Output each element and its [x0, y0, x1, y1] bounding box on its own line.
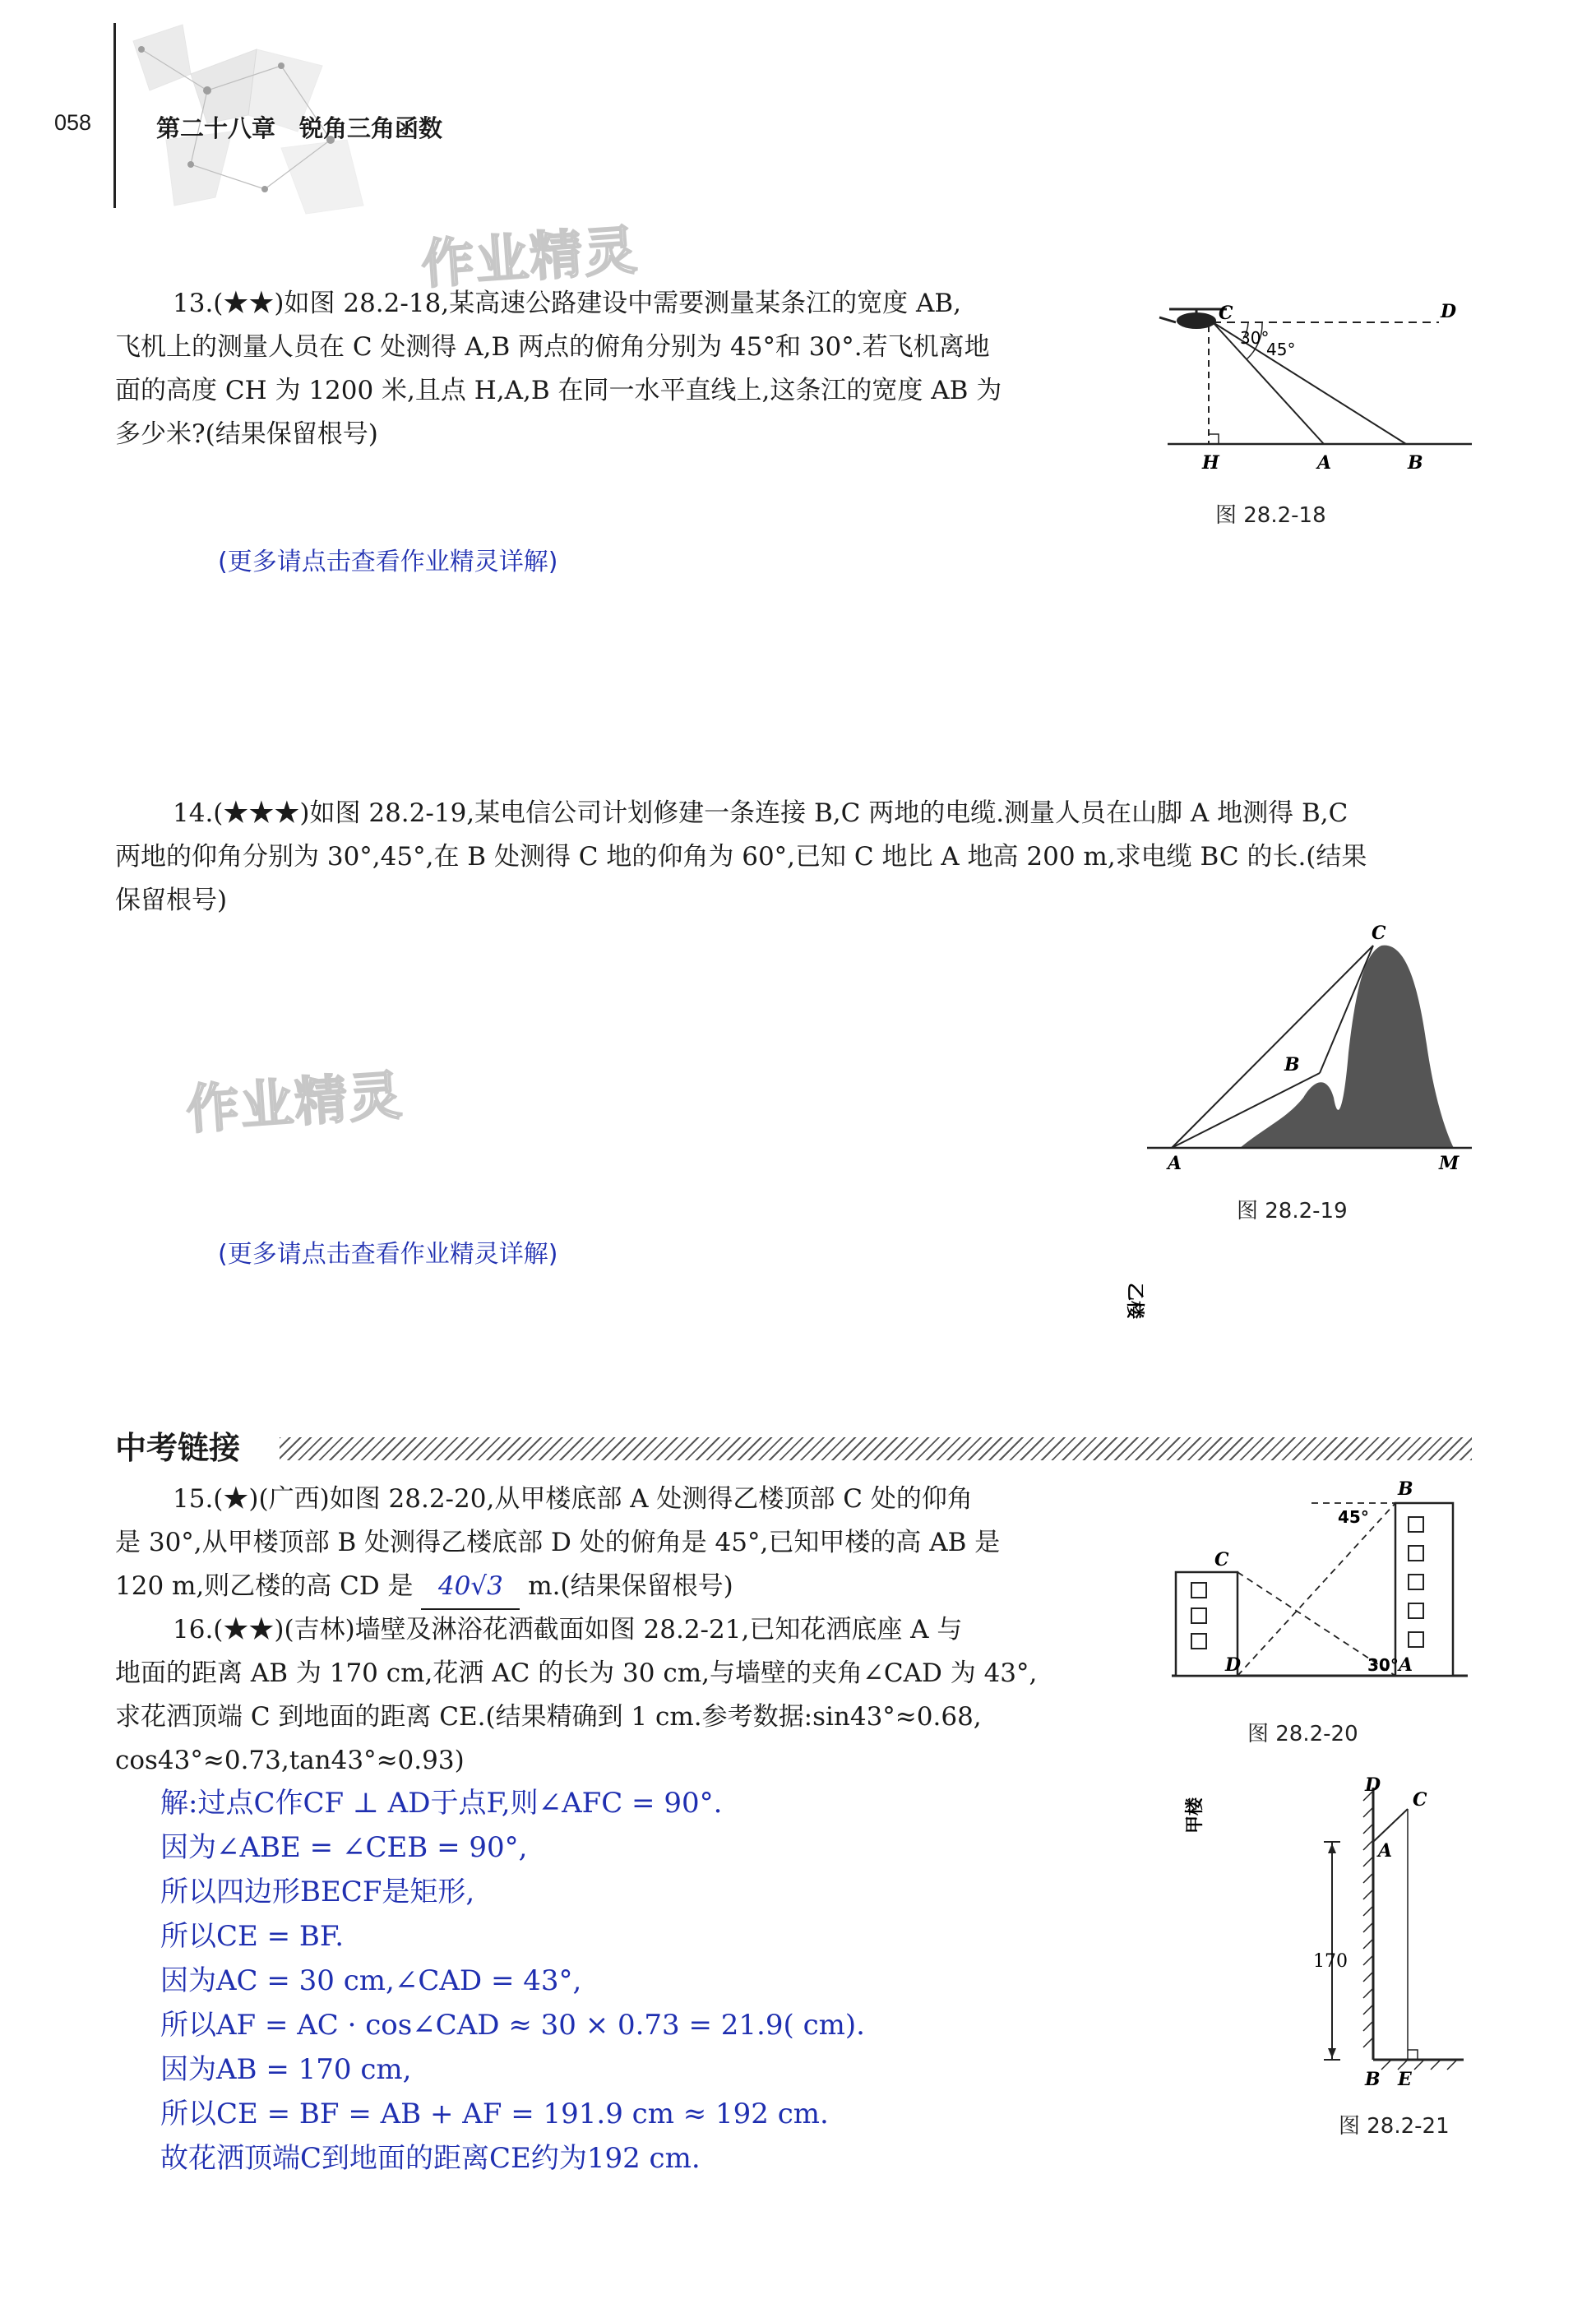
label-C: C [1372, 923, 1386, 944]
question-15 [115, 1478, 1081, 1610]
question-line: 面的高度 CH 为 1200 米,且点 H,A,B 在同一水平直线上,这条江的宽度 AB 为 [115, 376, 1002, 405]
label-B: B [1365, 2069, 1381, 2090]
label-B: B [1408, 452, 1423, 474]
question-line: 14.(★★★)如图 28.2-19,某电信公司计划修建一条连接 B,C 两地的电缆.测量人员在山脚 A 地测得 B,C [173, 798, 1349, 828]
label-D: D [1365, 1774, 1381, 1796]
question-line: 多少米?(结果保留根号) [115, 419, 378, 449]
label-M: M [1439, 1153, 1460, 1174]
solution-line: 因为∠ABE = ∠CEB = 90°, [160, 1831, 528, 1864]
solution-line: 所以四边形BECF是矩形, [160, 1876, 475, 1908]
solution-line: 因为AB = 170 cm, [160, 2053, 412, 2086]
section-divider [280, 1437, 1472, 1460]
label-D: D [1225, 1654, 1242, 1676]
label-B: B [1398, 1478, 1413, 1500]
question-line [115, 1565, 1081, 1610]
question-line: 飞机上的测量人员在 C 处测得 A,B 两点的俯角分别为 45°和 30°.若飞机离地 [115, 332, 990, 362]
label-A: A [1317, 452, 1332, 474]
figure-caption: 图 28.2-21 [1339, 2114, 1450, 2139]
label-B: B [1284, 1054, 1300, 1075]
question-line: 15.(★)(广西)如图 28.2-20,从甲楼底部 A 处测得乙楼顶部 C 处的仰角 [173, 1484, 973, 1514]
more-details-link[interactable]: (更多请点击查看作业精灵详解) [218, 1240, 558, 1269]
question-line: 是 30°,从甲楼顶部 B 处测得乙楼底部 D 处的俯角是 45°,已知甲楼的高 AB 是 [115, 1528, 1001, 1557]
label-C: C [1219, 303, 1233, 324]
question-line: 13.(★★)如图 28.2-18,某高速公路建设中需要测量某条江的宽度 AB, [173, 289, 962, 318]
question-text: 120 m,则乙楼的高 CD 是 [115, 1571, 414, 1601]
question-line: 16.(★★)(吉林)墙壁及淋浴花洒截面如图 28.2-21,已知花洒底座 A 与 [173, 1615, 963, 1644]
angle-30: 30° [1240, 328, 1270, 348]
watermark: 作业精灵 [184, 1065, 405, 1142]
figure-caption: 图 28.2-20 [1247, 1722, 1358, 1746]
angle-45: 45° [1266, 340, 1296, 359]
question-16 [115, 1608, 1081, 1783]
label-A: A [1168, 1153, 1182, 1174]
chapter-title: 第二十八章 锐角三角函数 [156, 114, 443, 142]
section-title: 中考链接 [115, 1430, 241, 1466]
solution-line: 解:过点C作CF ⊥ AD于点F,则∠AFC = 90°. [160, 1787, 723, 1820]
figure-28-2-18 [1151, 288, 1480, 485]
question-text: m.(结果保留根号) [528, 1571, 733, 1601]
label-H: H [1202, 452, 1219, 474]
angle-30: 30° [1367, 1655, 1399, 1675]
header-divider [113, 23, 116, 208]
watermark: 作业精灵 [419, 220, 641, 297]
label-A: A [1378, 1840, 1393, 1862]
solution [160, 1781, 900, 2181]
label-C: C [1214, 1549, 1229, 1570]
solution-line: 所以CE = BF = AB + AF = 191.9 cm ≈ 192 cm. [160, 2098, 829, 2130]
answer-blank: 40√3 [421, 1565, 520, 1610]
solution-line: 故花洒顶端C到地面的距离CE约为192 cm. [160, 2142, 701, 2175]
figure-caption: 图 28.2-19 [1237, 1199, 1348, 1224]
question-line: 保留根号) [115, 886, 228, 915]
label-yi: 乙楼 [1124, 1283, 1145, 1320]
page-number: 058 [54, 110, 92, 135]
question-line: cos43°≈0.73,tan43°≈0.93) [115, 1746, 465, 1775]
label-D: D [1441, 301, 1457, 322]
solution-line: 因为AC = 30 cm,∠CAD = 43°, [160, 1964, 582, 1997]
label-E: E [1398, 2069, 1412, 2090]
label-C: C [1413, 1789, 1427, 1811]
angle-45: 45° [1338, 1507, 1369, 1527]
figure-28-2-19 [1143, 921, 1488, 1176]
question-line: 地面的距离 AB 为 170 cm,花洒 AC 的长为 30 cm,与墙壁的夹角∠CAD 为 43°, [115, 1658, 1038, 1688]
label-170: 170 [1313, 1951, 1348, 1972]
question-line: 两地的仰角分别为 30°,45°,在 B 处测得 C 地的仰角为 60°,已知 C 地比 A 地高 200 m,求电缆 BC 的长.(结果 [115, 842, 1367, 872]
solution-line: 所以CE = BF. [160, 1920, 345, 1953]
figure-28-2-21 [1313, 1774, 1488, 2105]
more-details-link[interactable]: (更多请点击查看作业精灵详解) [218, 548, 558, 576]
question-13 [115, 282, 1081, 456]
question-line: 求花洒顶端 C 到地面的距离 CE.(结果精确到 1 cm.参考数据:sin43°≈0.68, [115, 1702, 982, 1732]
label-jia: 甲楼 [1185, 1797, 1205, 1834]
figure-caption: 图 28.2-18 [1215, 503, 1326, 528]
solution-line: 所以AF = AC · cos∠CAD ≈ 30 × 0.73 = 21.9( cm). [160, 2009, 865, 2042]
question-14 [115, 792, 1472, 923]
label-A: A [1399, 1654, 1413, 1676]
